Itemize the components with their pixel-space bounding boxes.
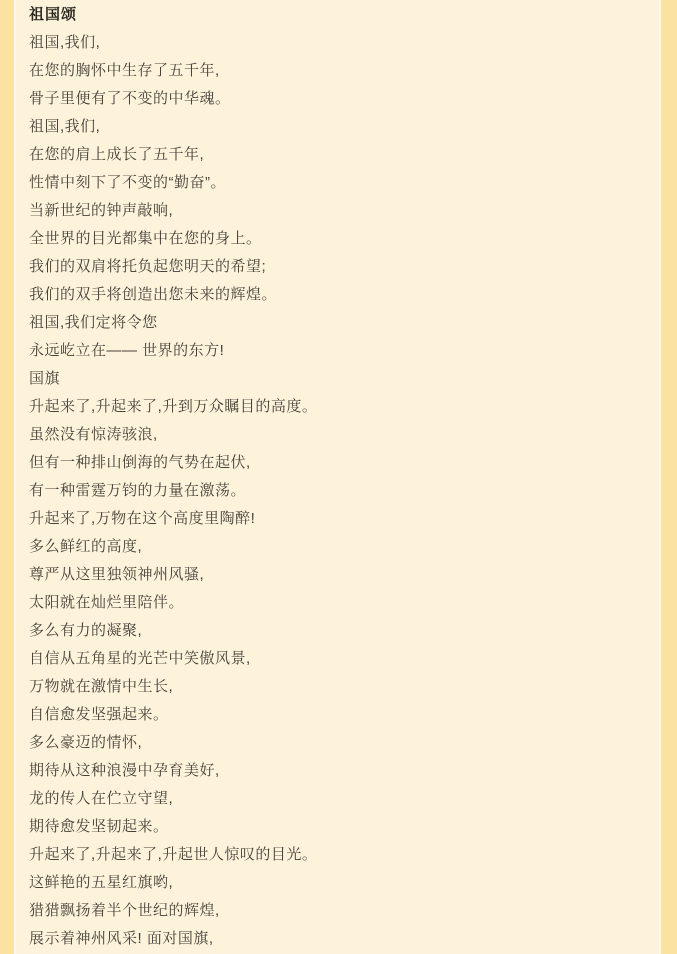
poem-line: 有一种雷霆万钧的力量在激荡。 [29,482,247,499]
poem-line: 自信愈发坚强起来。 [29,706,169,723]
poem-line: 多么鲜红的高度, [29,538,143,555]
poem-line: 期待从这种浪漫中孕育美好, [29,762,220,779]
poem-line: 虽然没有惊涛骇浪, [29,426,158,443]
poem-line: 但有一种排山倒海的气势在起伏, [29,454,251,471]
poem-line: 永远屹立在—— 世界的东方! [29,342,225,359]
poem-line: 自信从五角星的光芒中笑傲风景, [29,650,251,667]
poem-line: 骨子里便有了不变的中华魂。 [29,90,231,107]
poem-line: 升起来了,万物在这个高度里陶醉! [29,510,256,527]
poem-line: 在您的肩上成长了五千年, [29,146,205,163]
poem-content [14,0,661,954]
poem-line: 展示着神州风采! 面对国旗, [29,930,214,947]
poem-line: 祖国,我们定将令您 [29,314,158,331]
poem-line: 多么豪迈的情怀, [29,734,143,751]
poem-line: 期待愈发坚韧起来。 [29,818,169,835]
poem-line: 祖国,我们, [29,34,101,51]
poem-title: 祖国颂 [29,6,78,23]
poem-line: 我们的双肩将托负起您明天的希望; [29,258,267,275]
poem-line: 全世界的目光都集中在您的身上。 [29,230,262,247]
poem-line: 我们的双手将创造出您未来的辉煌。 [29,286,278,303]
poem-line: 升起来了,升起来了,升到万众瞩目的高度。 [29,398,318,415]
poem-line: 龙的传人在伫立守望, [29,790,174,807]
poem-line: 万物就在激情中生长, [29,678,174,695]
poem-line: 祖国,我们, [29,118,101,135]
poem-lines [29,29,649,953]
poem-line: 性情中刻下了不变的“勤奋”。 [29,174,226,191]
poem-line: 当新世纪的钟声敲响, [29,202,174,219]
poem-line: 在您的胸怀中生存了五千年, [29,62,220,79]
poem-line: 猎猎飘扬着半个世纪的辉煌, [29,902,220,919]
poem-line: 太阳就在灿烂里陪伴。 [29,594,185,611]
poem-line: 尊严从这里独领神州风骚, [29,566,205,583]
poem-line: 多么有力的凝聚, [29,622,143,639]
poem-line: 升起来了,升起来了,升起世人惊叹的目光。 [29,846,318,863]
poem-line: 这鲜艳的五星红旗哟, [29,874,174,891]
poem-line: 国旗 [29,370,61,387]
